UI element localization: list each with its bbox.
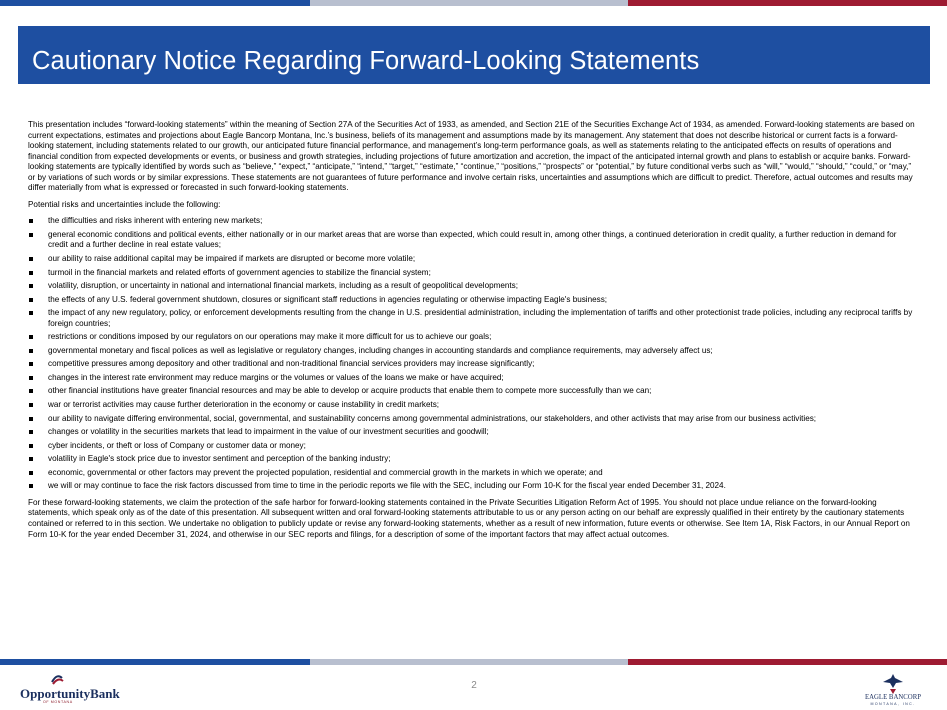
bottom-stripe-red xyxy=(628,659,947,665)
bullet-icon xyxy=(29,298,33,302)
risk-item-text: other financial institutions have greater financial resources and may be able to develop or acquire products that enable them to compete more successfully than we can; xyxy=(48,386,652,396)
risk-list xyxy=(28,216,916,491)
bullet-icon xyxy=(29,257,33,261)
eagle-logo-icon xyxy=(882,674,904,694)
risk-item-text: governmental monetary and fiscal polices as well as legislative or regulatory changes, including changes in accounting standards and compliance requirements, may adversely affect us; xyxy=(48,345,713,355)
risk-item-text: restrictions or conditions imposed by our regulators on our operations may make it more difficult for us to achieve our goals; xyxy=(48,332,492,342)
risk-item xyxy=(28,414,916,425)
eagle-bancorp-subtitle: MONTANA, INC. xyxy=(870,702,916,706)
risk-item-text: turmoil in the financial markets and related efforts of government agencies to stabilize the financial system; xyxy=(48,267,431,277)
top-stripe-blue xyxy=(0,0,310,6)
bullet-icon xyxy=(29,335,33,339)
opportunity-bank-logo-icon xyxy=(50,672,64,686)
risk-item xyxy=(28,281,916,292)
risk-item xyxy=(28,373,916,384)
notice-body xyxy=(28,120,916,540)
risk-item xyxy=(28,441,916,452)
risk-item-text: our ability to raise additional capital may be impaired if markets are disrupted or become more volatile; xyxy=(48,254,416,264)
risk-item-text: the effects of any U.S. federal government shutdown, closures or significant staff reductions in agencies regulating or otherwise impacting Eagle's business; xyxy=(48,294,608,304)
risk-item-text: our ability to navigate differing environmental, social, governmental, and sustainability concerns among governmental administrations, our stakeholders, and other activists that may arise from our business activities; xyxy=(48,413,817,423)
risk-item xyxy=(28,268,916,279)
risk-item-text: the impact of any new regulatory, policy, or enforcement developments resulting from the change in U.S. presidential administration, including the implementation of tariffs and other protectionist trade policies, including any reciprocal tariffs by foreign countries; xyxy=(48,308,913,328)
page-title: Cautionary Notice Regarding Forward-Looking Statements xyxy=(32,47,700,75)
opportunity-bank-name: OpportunityBank xyxy=(20,686,120,701)
risk-item-text: economic, governmental or other factors may prevent the projected population, residential and commercial growth in the markets in which we operate; and xyxy=(48,467,603,477)
bullet-icon xyxy=(29,362,33,366)
risk-item xyxy=(28,386,916,397)
risk-item xyxy=(28,359,916,370)
top-stripe-red xyxy=(628,0,947,6)
bottom-stripe-gray xyxy=(310,659,628,665)
bullet-icon xyxy=(29,284,33,288)
bullet-icon xyxy=(29,233,33,237)
risk-item xyxy=(28,295,916,306)
opportunity-bank-subtitle: OF MONTANA xyxy=(43,700,73,704)
bullet-icon xyxy=(29,430,33,434)
risk-item xyxy=(28,230,916,251)
risk-item xyxy=(28,254,916,265)
risk-item-text: the difficulties and risks inherent with entering new markets; xyxy=(48,216,263,226)
top-stripe-gray xyxy=(310,0,628,6)
risk-item xyxy=(28,427,916,438)
bullet-icon xyxy=(29,349,33,353)
bullet-icon xyxy=(29,444,33,448)
top-color-stripe xyxy=(0,0,947,6)
risk-item xyxy=(28,346,916,357)
risk-item xyxy=(28,216,916,227)
bullet-icon xyxy=(29,311,33,315)
bullet-icon xyxy=(29,457,33,461)
risk-item xyxy=(28,308,916,329)
risk-item-text: volatility, disruption, or uncertainty in national and international financial markets, including as a result of geopolitical developments; xyxy=(48,281,519,291)
bottom-color-stripe xyxy=(0,659,947,665)
risk-item-text: changes in the interest rate environment may reduce margins or the volumes or values of the loans we make or have acquired; xyxy=(48,372,504,382)
risk-item xyxy=(28,332,916,343)
opportunity-bank-logo xyxy=(20,672,120,706)
eagle-bancorp-logo xyxy=(852,674,934,708)
risk-item-text: general economic conditions and political events, either nationally or in our market areas that are worse than expected, which could result in, among other things, a continued deterioration in credit quality, a further reduction in demand for credit and a further decline in real estate values; xyxy=(48,229,897,250)
risk-item-text: war or terrorist activities may cause further deterioration in the economy or cause instability in credit markets; xyxy=(48,400,440,410)
risk-item xyxy=(28,481,916,492)
bullet-icon xyxy=(29,403,33,407)
title-banner xyxy=(18,26,930,84)
bullet-icon xyxy=(29,376,33,380)
page-number: 2 xyxy=(471,680,477,691)
eagle-bancorp-name: EAGLE BANCORP xyxy=(864,694,922,701)
bullet-icon xyxy=(29,271,33,275)
risk-item xyxy=(28,454,916,465)
risk-item-text: competitive pressures among depository and other traditional and non-traditional financial services providers may increase significantly; xyxy=(48,359,535,369)
risk-item-text: we will or may continue to face the risk factors discussed from time to time in the periodic reports we file with the SEC, including our Form 10-K for the fiscal year ended December 31, 2024. xyxy=(48,481,726,491)
bullet-icon xyxy=(29,417,33,421)
bullet-icon xyxy=(29,471,33,475)
bullet-icon xyxy=(29,219,33,223)
intro-paragraph: This presentation includes “forward-looking statements” within the meaning of Section 27A of the Securities Act of 1933, as amended, and Section 21E of the Securities Exchange Act of 1934, as amended. Forward-looking statements are based on current expectations, estimates and projections about Eagle Bancorp Montana, Inc.’s business, beliefs of its management and assumptions made by its management. Any statement that does not describe historical or current facts is a forward-looking statement, including statements related to our growth, our anticipated future financial performance, and management’s long-term performance goals, as well as statements relating to the anticipated effects on results of operations and financial condition from expected developments or events, or business and growth strategies, including projections of future amortization and accretion, the impact of the anticipated internal growth and plans to establish or acquire banks. Forward-looking statements are typically identified by words such as “believe,” “expect,” “anticipate,” “intend,” “target,” “estimate,” “continue,” “positions,” “prospects” or “potential,” by future conditional verbs such as “will,” “would,” “should,” “could,” or “may,” or by variations of such words or by similar expressions. These statements are not guarantees of future performance and involve certain risks, uncertainties and assumptions which are difficult to predict. Therefore, actual outcomes and results may differ materially from what is expressed or forecasted in such forward-looking statements. xyxy=(28,120,915,193)
risk-item-text: volatility in Eagle's stock price due to investor sentiment and perception of the banking industry; xyxy=(48,454,391,464)
risk-item-text: cyber incidents, or theft or loss of Company or customer data or money; xyxy=(48,440,306,450)
bullet-icon xyxy=(29,484,33,488)
risk-item xyxy=(28,468,916,479)
bullet-icon xyxy=(29,389,33,393)
closing-paragraph: For these forward-looking statements, we claim the protection of the safe harbor for forward-looking statements contained in the Private Securities Litigation Reform Act of 1995. You should not place undue reliance on the forward-looking statements, which speak only as of the date of this presentation. All subsequent written and oral forward-looking statements attributable to us or any person acting on our behalf are expressly qualified in their entirety by the cautionary statements contained or referred to in this section. We undertake no obligation to publicly update or revise any forward-looking statements, whether as a result of new information, future events or otherwise. See Item 1A, Risk Factors, in our Annual Report on Form 10-K for the year ended December 31, 2024, and otherwise in our SEC reports and filings, for a description of some of the important factors that may affect actual outcomes. xyxy=(28,497,910,539)
risk-item-text: changes or volatility in the securities markets that lead to impairment in the value of our investment securities and goodwill; xyxy=(48,427,489,437)
bottom-stripe-blue xyxy=(0,659,310,665)
risk-item xyxy=(28,400,916,411)
risks-intro: Potential risks and uncertainties include the following: xyxy=(28,199,221,209)
